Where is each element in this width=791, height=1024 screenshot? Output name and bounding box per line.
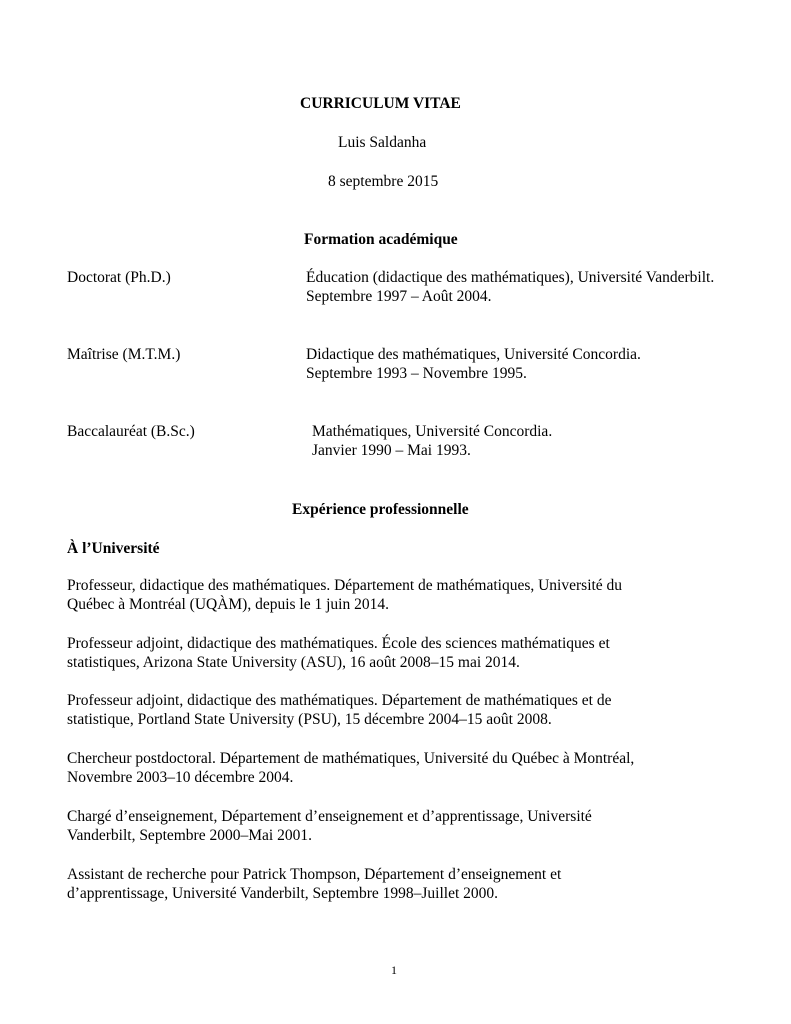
- experience-line: Chercheur postdoctoral. Département de mathématiques, Université du Québec à Montréal,: [67, 750, 635, 767]
- experience-line: statistiques, Arizona State University (ASU), 16 août 2008–15 mai 2014.: [67, 654, 520, 671]
- degree-detail: Mathématiques, Université Concordia.: [312, 423, 553, 440]
- document-date: 8 septembre 2015: [328, 173, 439, 190]
- experience-line: Professeur adjoint, didactique des mathématiques. École des sciences mathématiques et: [67, 635, 610, 652]
- page-number: 1: [391, 963, 397, 977]
- experience-line: Vanderbilt, Septembre 2000–Mai 2001.: [67, 827, 312, 844]
- experience-line: Chargé d’enseignement, Département d’enseignement et d’apprentissage, Université: [67, 808, 592, 825]
- experience-entry: [67, 865, 727, 903]
- experience-line: Assistant de recherche pour Patrick Thompson, Département d’enseignement et: [67, 866, 562, 883]
- degree-dates: Septembre 1997 – Août 2004.: [306, 288, 492, 305]
- degree-detail: Didactique des mathématiques, Université Concordia.: [306, 346, 641, 363]
- degree-detail: Éducation (didactique des mathématiques), Université Vanderbilt.: [306, 269, 715, 286]
- experience-entry: [67, 634, 727, 672]
- experience-entry: [67, 576, 727, 614]
- experience-line: d’apprentissage, Université Vanderbilt, Septembre 1998–Juillet 2000.: [67, 885, 499, 902]
- experience-entry: [67, 807, 727, 845]
- experience-line: Professeur adjoint, didactique des mathématiques. Département de mathématiques et de: [67, 692, 612, 709]
- degree-dates: Janvier 1990 – Mai 1993.: [312, 442, 471, 459]
- experience-subheading: À l’Université: [67, 540, 160, 557]
- degree-label: Doctorat (Ph.D.): [67, 269, 171, 286]
- author-name: Luis Saldanha: [338, 134, 427, 151]
- experience-entry: [67, 749, 727, 787]
- experience-heading: Expérience professionnelle: [292, 501, 469, 518]
- experience-line: Novembre 2003–10 décembre 2004.: [67, 769, 294, 786]
- experience-line: statistique, Portland State University (PSU), 15 décembre 2004–15 août 2008.: [67, 711, 552, 728]
- degree-label: Baccalauréat (B.Sc.): [67, 423, 195, 440]
- degree-dates: Septembre 1993 – Novembre 1995.: [306, 365, 527, 382]
- degree-label: Maîtrise (M.T.M.): [67, 346, 181, 363]
- experience-entry: [67, 691, 727, 729]
- experience-line: Professeur, didactique des mathématiques. Département de mathématiques, Université du: [67, 577, 623, 594]
- education-heading: Formation académique: [304, 231, 458, 248]
- document-title: CURRICULUM VITAE: [300, 95, 461, 112]
- experience-line: Québec à Montréal (UQÀM), depuis le 1 juin 2014.: [67, 596, 389, 613]
